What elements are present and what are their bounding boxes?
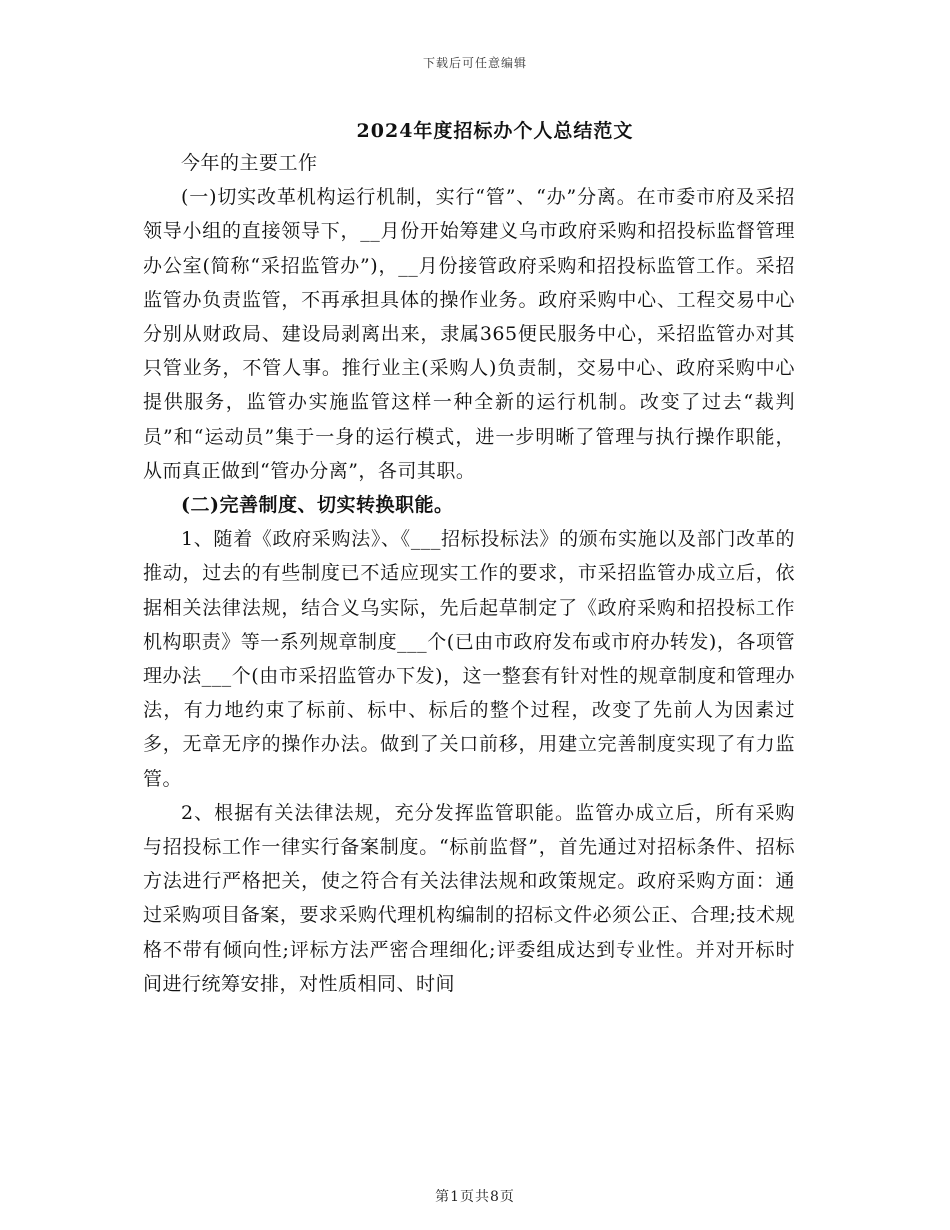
paragraph-main-work: 今年的主要工作 (181, 152, 318, 174)
document-body (143, 146, 795, 1001)
section-heading-two: (二)完善制度、切实转换职能。 (181, 494, 454, 517)
paragraph-item-one: 1、随着《政府采购法》、《___招标投标法》的颁布实施以及部门改革的推动，过去的有些制度已不适应现实工作的要求，市采招监管办成立后，依据相关法律法规，结合义乌实际，先后起草制定了《政府采购和招投标工作机构职责》等一系列规章制度___个(已由市政府发布或市府办转发)，各项管理办法___个(由市采招监管办下发)，这一整套有针对性的规章制度和管理办法，有力地约束了标前、标中、标后的整个过程，改变了先前人为因素过多，无章无序的操作办法。做到了关口前移，用建立完善制度实现了有力监管。 (143, 528, 795, 790)
document-title: 2024年度招标办个人总结范文 (356, 120, 634, 142)
page-footer-number: 第1页共8页 (435, 1189, 515, 1205)
paragraph-section-one: (一)切实改革机构运行机制，实行“管”、“办”分离。在市委市府及采招领导小组的直接领导下，__月份开始筹建义乌市政府采购和招投标监督管理办公室(简称“采招监管办”)，__月份接管政府采购和招投标监管工作。采招监管办负责监管，不再承担具体的操作业务。政府采购中心、工程交易中心分别从财政局、建设局剥离出来，隶属365便民服务中心，采招监管办对其只管业务，不管人事。推行业主(采购人)负责制，交易中心、政府采购中心提供服务，监管办实施监管这样一种全新的运行机制。改变了过去“裁判员”和“运动员”集于一身的运行模式，进一步明晰了管理与执行操作职能，从而真正做到“管办分离”，各司其职。 (143, 186, 795, 482)
paragraph-item-two: 2、根据有关法律法规，充分发挥监管职能。监管办成立后，所有采购与招投标工作一律实行备案制度。“标前监督”，首先通过对招标条件、招标方法进行严格把关，使之符合有关法律法规和政策规定。政府采购方面：通过采购项目备案，要求采购代理机构编制的招标文件必须公正、合理;技术规格不带有倾向性;评标方法严密合理细化;评委组成达到专业性。并对开标时间进行统筹安排，对性质相同、时间 (143, 801, 795, 995)
page-header-note: 下载后可任意编辑 (422, 56, 527, 70)
